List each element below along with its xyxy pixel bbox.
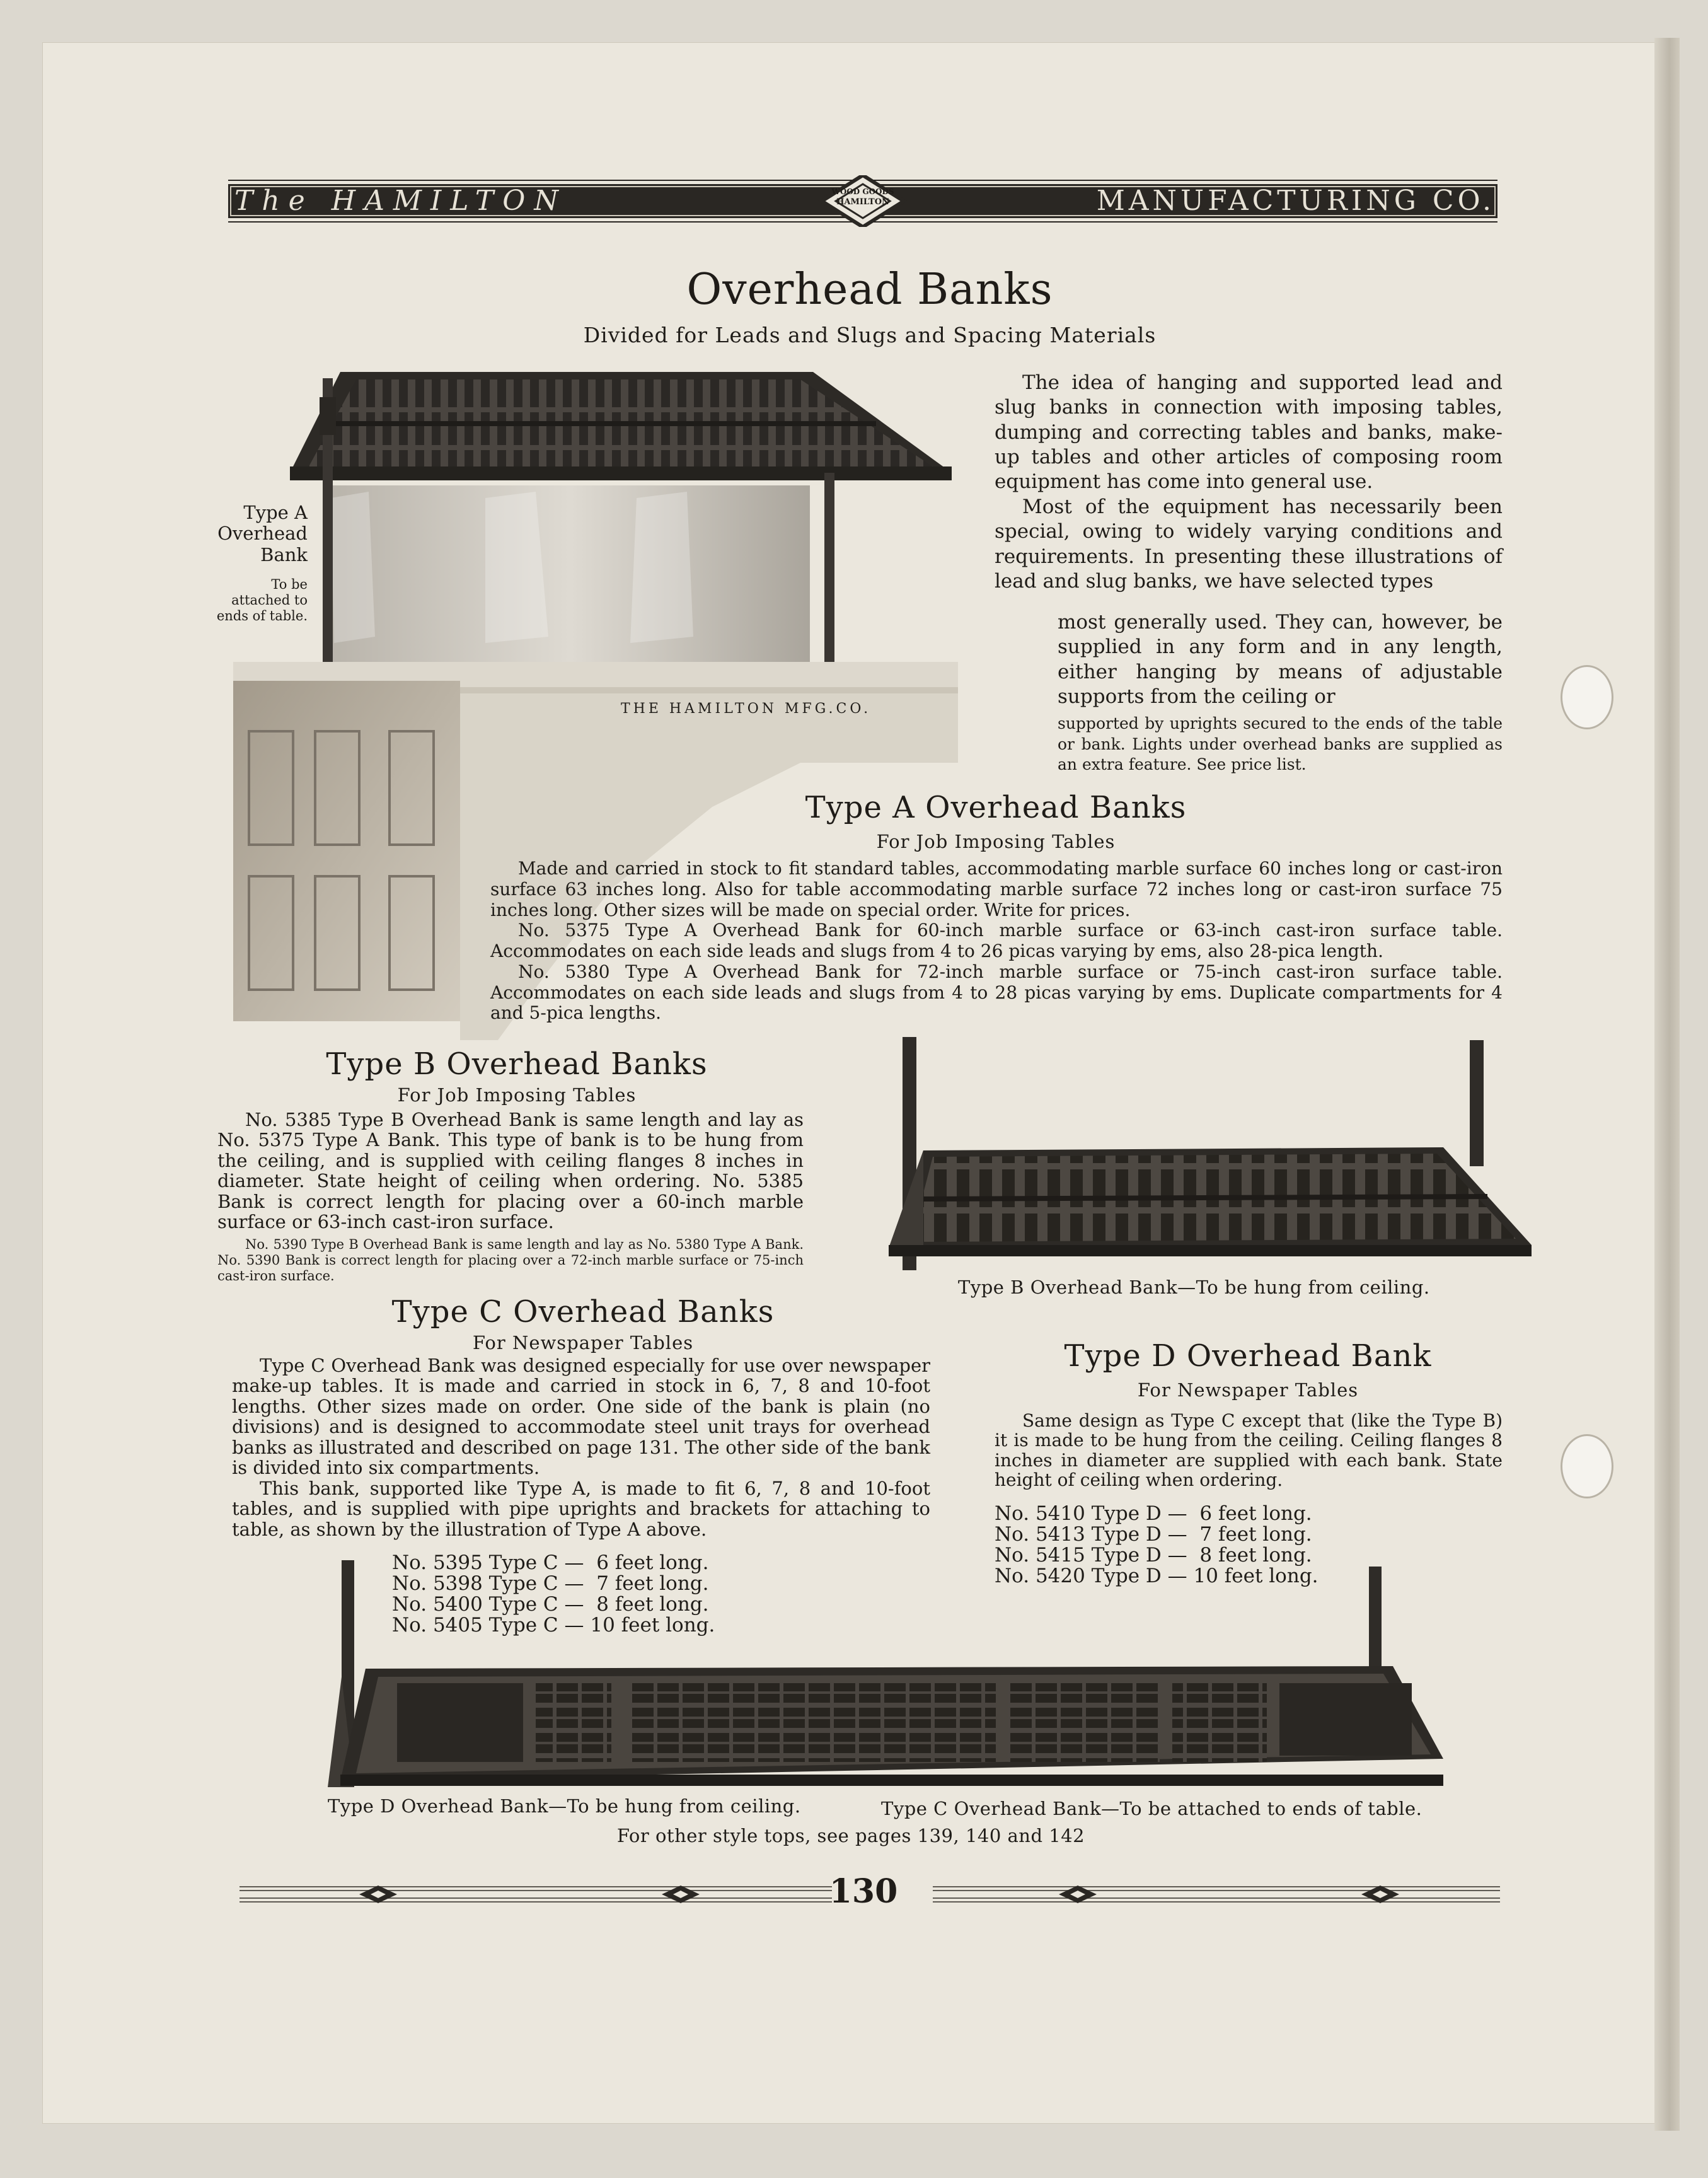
page-number: 130 bbox=[829, 1872, 898, 1911]
type-d-heading: Type D Overhead Bank bbox=[1064, 1338, 1432, 1374]
emblem-top: WOOD GOODS bbox=[831, 187, 894, 196]
type-a-paragraph: No. 5375 Type A Overhead Bank for 60-inch marble surface or 63-inch cast-iron surface table. Accommodates on each side leads and slugs from 4 to 26 picas varying by ems, also 28-pica length. bbox=[490, 920, 1503, 961]
list-item: No. 5398 Type C — 7 feet long. bbox=[392, 1572, 709, 1596]
intro-paragraph-small: supported by uprights secured to the ends of the table or bank. Lights under overhead banks are supplied as an extra feature. See price list. bbox=[1058, 714, 1503, 773]
type-d-paragraph bbox=[995, 1411, 1503, 1490]
table-engraving: THE HAMILTON MFG.CO. bbox=[621, 701, 872, 717]
type-a-label-note: To be attached to ends of table. bbox=[216, 577, 308, 624]
intro-paragraph: The idea of hanging and supported lead and slug banks in connection with imposing tables, dumping and correcting tables and banks, make-up tables and other articles of composing room equipment has come into general use. bbox=[995, 371, 1503, 494]
type-a-subheading: For Job Imposing Tables bbox=[876, 831, 1116, 852]
type-a-paragraph: No. 5380 Type A Overhead Bank for 72-inch marble surface or 75-inch cast-iron surface table. Accommodates on each side leads and slugs from 4 to 28 picas varying by ems. Duplicate compartments for 4 and 5-pica lengths. bbox=[490, 961, 1503, 1024]
type-c-heading: Type C Overhead Banks bbox=[391, 1294, 775, 1329]
header-banner bbox=[228, 175, 1497, 227]
type-c-text bbox=[232, 1355, 930, 1539]
binding-fold bbox=[1654, 38, 1680, 2131]
type-b-subheading: For Job Imposing Tables bbox=[397, 1084, 637, 1106]
list-item: No. 5405 Type C — 10 feet long. bbox=[392, 1614, 715, 1637]
list-item: No. 5410 Type D — 6 feet long. bbox=[995, 1502, 1312, 1525]
intro-paragraph: Most of the equipment has necessarily been special, owing to widely varying conditions and requirements. In presenting these illustrations of lead and slug banks, we have selected types bbox=[995, 495, 1503, 593]
footer-note: For other style tops, see pages 139, 140 and 142 bbox=[616, 1825, 1085, 1846]
type-cd-illustration bbox=[303, 1551, 1450, 1793]
type-b-paragraph bbox=[217, 1109, 804, 1232]
type-b-illustration bbox=[863, 1034, 1532, 1280]
type-a-paragraph: Made and carried in stock to fit standard tables, accommodating marble surface 60 inches long or cast-iron surface 63 inches long. Also for table accommodating marble surface 72 inches long or cast-iron surface 75 inches long. Other sizes will be made on special order. Write for prices. bbox=[490, 858, 1503, 920]
list-item: No. 5415 Type D — 8 feet long. bbox=[995, 1544, 1312, 1567]
type-c-subheading: For Newspaper Tables bbox=[472, 1332, 694, 1353]
list-item: No. 5400 Type C — 8 feet long. bbox=[392, 1593, 709, 1616]
brand-left: The HAMILTON bbox=[234, 185, 567, 217]
type-a-text bbox=[490, 859, 1503, 1024]
page-subtitle: Divided for Leads and Slugs and Spacing Materials bbox=[583, 323, 1157, 347]
type-b-paragraph-text: No. 5385 Type B Overhead Bank is same length and lay as No. 5375 Type A Bank. This type of bank is to be hung from the ceiling, and is supplied with ceiling flanges 8 inches in diameter. State height of ceiling when ordering. No. 5385 Bank is correct length for placing over a 60-inch marble surface or 63-inch cast-iron surface. bbox=[217, 1109, 804, 1233]
emblem-center: HAMILTON bbox=[836, 197, 889, 207]
binder-hole bbox=[1561, 1434, 1613, 1498]
page-title: Overhead Banks bbox=[686, 265, 1053, 315]
list-item: No. 5420 Type D — 10 feet long. bbox=[995, 1565, 1319, 1588]
type-c-caption: Type C Overhead Bank—To be attached to ends of table. bbox=[881, 1798, 1422, 1819]
brand-right: MANUFACTURING CO. bbox=[1096, 185, 1495, 217]
type-b-note bbox=[217, 1237, 804, 1285]
type-d-caption: Type D Overhead Bank—To be hung from ceiling. bbox=[328, 1795, 801, 1817]
intro-paragraph-cont: most generally used. They can, however, be supplied in any form and in any length, either hanging by means of adjustable supports from the ceiling or bbox=[1058, 611, 1503, 709]
type-b-caption: Type B Overhead Bank—To be hung from ceiling. bbox=[958, 1277, 1430, 1298]
type-a-heading: Type A Overhead Banks bbox=[805, 790, 1187, 825]
type-c-paragraph: Type C Overhead Bank was designed especially for use over newspaper make-up tables. It is made and carried in stock in 6, 7, 8 and 10-foot lengths. Other sizes made on order. One side of the bank is plain (no divisions) and is designed to accommodate steel unit trays for overhead banks as illustrated and described on page 131. The other side of the bank is divided into six compartments. bbox=[232, 1355, 930, 1479]
binder-hole bbox=[1561, 665, 1613, 729]
intro-text bbox=[995, 371, 1503, 594]
type-a-label: Type A Overhead Bank bbox=[217, 502, 308, 565]
type-c-paragraph: This bank, supported like Type A, is made to fit 6, 7, 8 and 10-foot tables, and is supplied with pipe uprights and brackets for attaching to table, as shown by the illustration of Type A above. bbox=[232, 1477, 930, 1540]
type-b-note-text: No. 5390 Type B Overhead Bank is same length and lay as No. 5380 Type A Bank. No. 5390 Bank is correct length for placing over a 72-inch marble surface or 75-inch cast-iron surface. bbox=[217, 1237, 804, 1284]
list-item: No. 5413 Type D — 7 feet long. bbox=[995, 1523, 1312, 1546]
type-d-subheading: For Newspaper Tables bbox=[1137, 1379, 1359, 1401]
type-b-heading: Type B Overhead Banks bbox=[326, 1046, 708, 1082]
list-item: No. 5395 Type C — 6 feet long. bbox=[392, 1551, 709, 1574]
type-d-paragraph-text: Same design as Type C except that (like the Type B) it is made to be hung from the ceiling. Ceiling flanges 8 inches in diameter are supplied with each bank. State height of ceiling when ordering. bbox=[995, 1410, 1503, 1491]
